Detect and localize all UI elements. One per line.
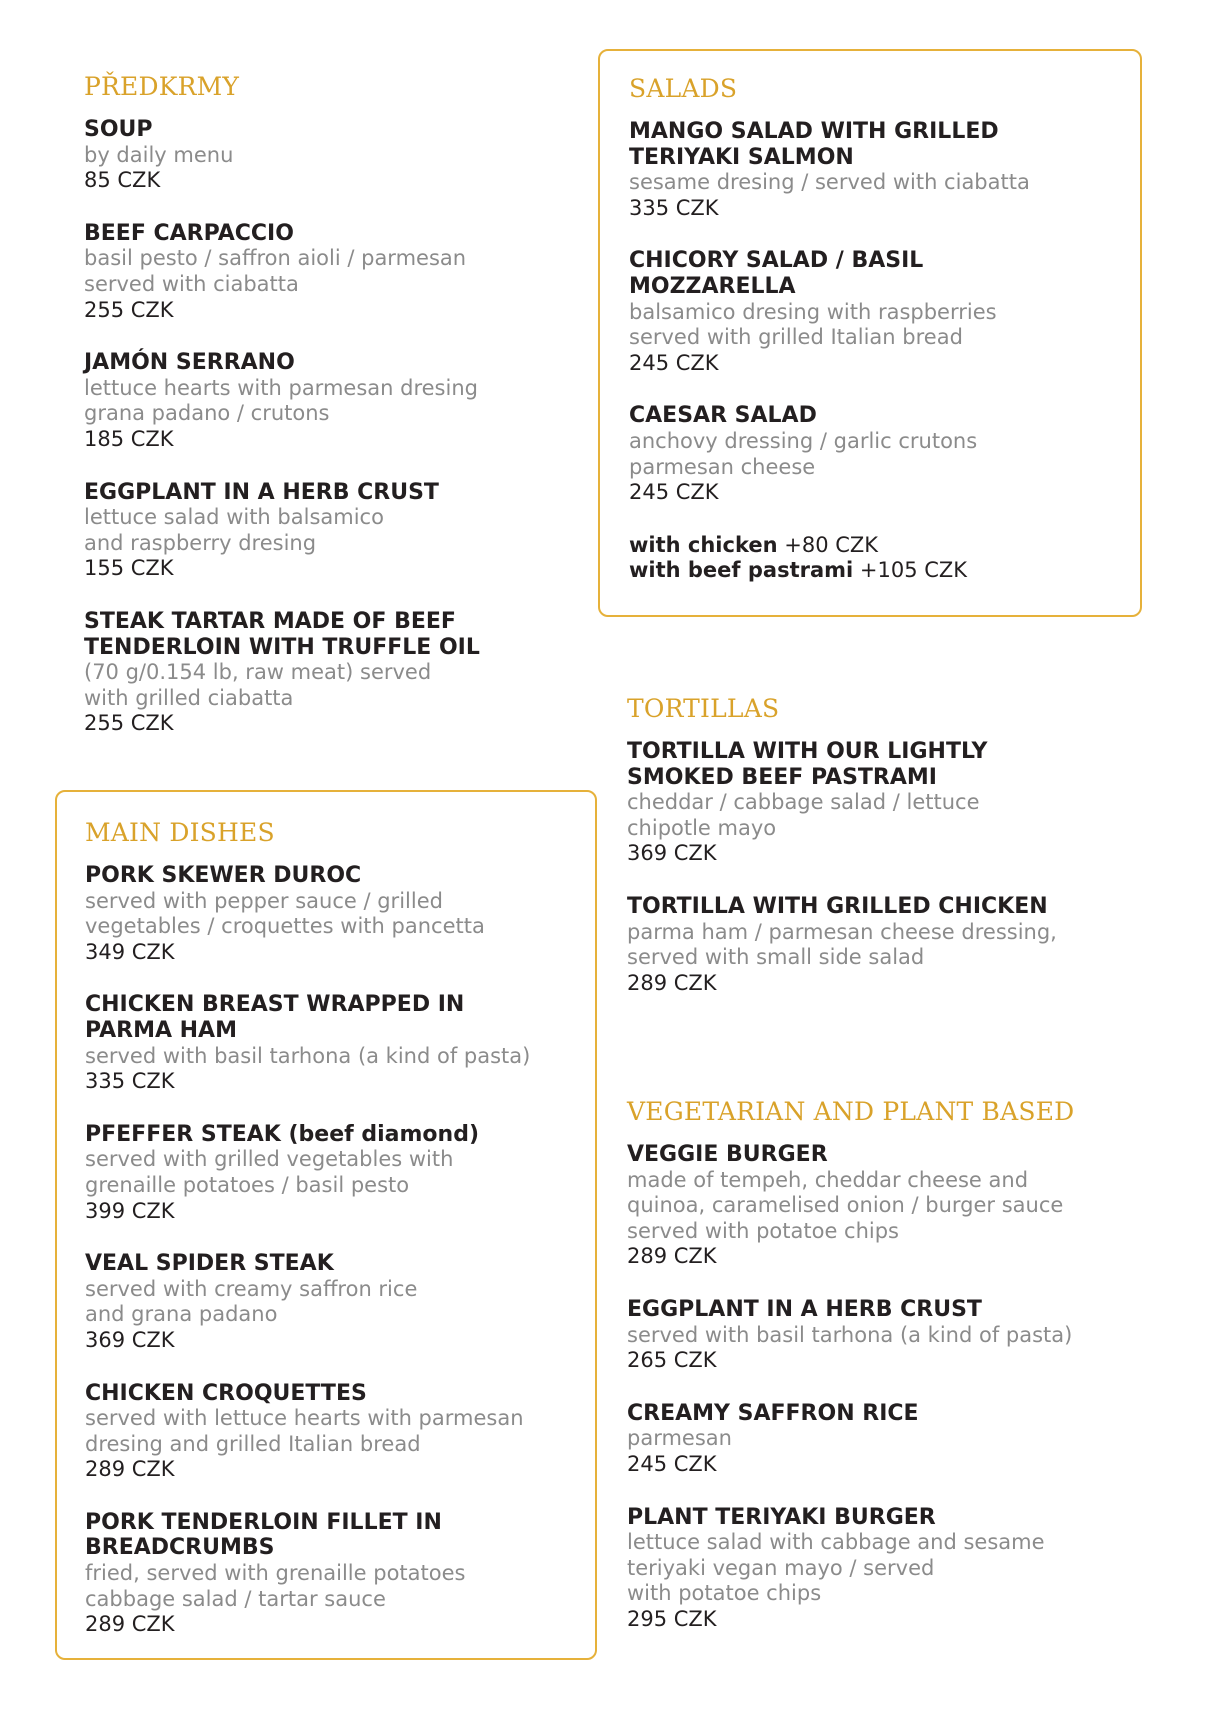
item-description: parmesan bbox=[627, 1426, 732, 1451]
item-description: served with potatoe chips bbox=[627, 1218, 899, 1243]
menu-item bbox=[85, 1251, 595, 1353]
item-description: parma ham / parmesan cheese dressing, bbox=[627, 919, 1057, 944]
item-price: 349 CZK bbox=[85, 939, 175, 964]
section-title: MAIN DISHES bbox=[85, 818, 275, 847]
item-name-suffix: (beef diamond) bbox=[288, 1121, 480, 1147]
menu-item bbox=[85, 1122, 595, 1224]
item-price: 245 CZK bbox=[629, 480, 719, 505]
item-description: quinoa, caramelised onion / burger sauce bbox=[627, 1193, 1064, 1218]
item-description: served with grilled Italian bread bbox=[629, 325, 963, 350]
menu-item bbox=[84, 117, 584, 194]
item-description: anchovy dressing / garlic crutons bbox=[629, 428, 978, 453]
menu-item bbox=[85, 863, 595, 965]
item-description: cabbage salad / tartar sauce bbox=[85, 1586, 386, 1611]
menu-item bbox=[84, 609, 584, 737]
item-description: chipotle mayo bbox=[627, 815, 777, 840]
item-description: served with basil tarhona (a kind of pasta) bbox=[85, 1043, 531, 1068]
menu-item bbox=[627, 1401, 1147, 1478]
item-price: 289 CZK bbox=[627, 970, 717, 995]
menu-item bbox=[84, 350, 584, 452]
item-name: VEGGIE BURGER bbox=[627, 1142, 828, 1167]
item-name: JAMÓN SERRANO bbox=[84, 350, 295, 376]
item-description: grenaille potatoes / basil pesto bbox=[85, 1172, 410, 1197]
item-name: CAESAR SALAD bbox=[629, 403, 817, 429]
extra-label: with chicken bbox=[629, 532, 778, 557]
item-name: EGGPLANT IN A HERB CRUST bbox=[627, 1296, 982, 1322]
item-name: CHICKEN CROQUETTES bbox=[85, 1380, 367, 1406]
item-description: dresing and grilled Italian bread bbox=[85, 1431, 421, 1456]
item-name: SOUP bbox=[84, 117, 153, 142]
item-name: CREAMY SAFFRON RICE bbox=[627, 1400, 919, 1426]
item-price: 369 CZK bbox=[627, 841, 717, 866]
menu-item bbox=[629, 119, 1140, 221]
menu-item bbox=[627, 739, 1147, 867]
item-name bbox=[85, 1122, 595, 1148]
item-description: served with basil tarhona (a kind of pasta) bbox=[627, 1322, 1073, 1347]
item-name: MANGO SALAD WITH GRILLED TERIYAKI SALMON bbox=[629, 119, 999, 170]
item-name: PORK TENDERLOIN FILLET IN BREADCRUMBS bbox=[85, 1509, 442, 1561]
item-description: by daily menu bbox=[84, 142, 234, 167]
item-price: 265 CZK bbox=[627, 1348, 717, 1373]
item-price: 245 CZK bbox=[629, 350, 719, 375]
item-price: 155 CZK bbox=[84, 556, 174, 581]
item-description: lettuce salad with balsamico bbox=[84, 505, 384, 530]
item-description: served with grilled vegetables with bbox=[85, 1147, 454, 1172]
item-price: 335 CZK bbox=[85, 1069, 175, 1094]
section-main-dishes bbox=[55, 790, 597, 1660]
item-name: TORTILLA WITH GRILLED CHICKEN bbox=[627, 893, 1048, 919]
item-price: 399 CZK bbox=[85, 1198, 175, 1223]
item-price: 245 CZK bbox=[627, 1451, 717, 1476]
item-description: (70 g/0.154 lb, raw meat) served bbox=[84, 660, 432, 685]
section-title: SALADS bbox=[629, 74, 738, 103]
menu-item bbox=[629, 248, 1140, 376]
item-description: served with ciabatta bbox=[84, 271, 299, 296]
item-price: 255 CZK bbox=[84, 711, 174, 736]
section-vegetarian bbox=[627, 1097, 1147, 1633]
item-price: 295 CZK bbox=[627, 1606, 717, 1631]
menu-item bbox=[84, 480, 584, 582]
section-tortillas bbox=[627, 694, 1147, 996]
item-description: parmesan cheese bbox=[629, 454, 816, 479]
item-name: STEAK TARTAR MADE OF BEEF TENDERLOIN WITH TRUFFLE OIL bbox=[84, 608, 480, 660]
menu-item bbox=[85, 1381, 595, 1483]
item-name: PORK SKEWER DUROC bbox=[85, 863, 362, 888]
item-description: fried, served with grenaille potatoes bbox=[85, 1561, 466, 1586]
item-description: with grilled ciabatta bbox=[84, 685, 294, 710]
item-name-main: PFEFFER STEAK bbox=[85, 1121, 281, 1147]
extra-label: with beef pastrami bbox=[629, 558, 854, 583]
menu-item bbox=[629, 403, 1140, 505]
menu-item bbox=[627, 1505, 1147, 1633]
menu-item bbox=[627, 1297, 1147, 1374]
item-price: 289 CZK bbox=[85, 1457, 175, 1482]
item-description: teriyaki vegan mayo / served bbox=[627, 1555, 935, 1580]
menu-item bbox=[627, 894, 1147, 996]
item-description: lettuce salad with cabbage and sesame bbox=[627, 1530, 1045, 1555]
item-price: 85 CZK bbox=[84, 168, 161, 193]
item-name: VEAL SPIDER STEAK bbox=[85, 1251, 334, 1277]
extra-option bbox=[629, 533, 1140, 559]
item-price: 289 CZK bbox=[627, 1244, 717, 1269]
item-name: BEEF CARPACCIO bbox=[84, 220, 294, 246]
menu-item bbox=[85, 992, 595, 1094]
item-price: 369 CZK bbox=[85, 1327, 175, 1352]
item-description: balsamico dresing with raspberries bbox=[629, 299, 997, 324]
item-name: PLANT TERIYAKI BURGER bbox=[627, 1504, 936, 1530]
item-description: served with small side salad bbox=[627, 945, 925, 970]
item-name: CHICKEN BREAST WRAPPED IN PARMA HAM bbox=[85, 992, 465, 1043]
item-price: 289 CZK bbox=[85, 1612, 175, 1637]
section-predkrmy bbox=[84, 72, 584, 737]
section-title: VEGETARIAN AND PLANT BASED bbox=[627, 1097, 1075, 1126]
section-salads bbox=[598, 49, 1142, 617]
item-description: cheddar / cabbage salad / lettuce bbox=[627, 790, 980, 815]
item-description: made of tempeh, cheddar cheese and bbox=[627, 1167, 1029, 1192]
item-name: TORTILLA WITH OUR LIGHTLY SMOKED BEEF PASTRAMI bbox=[627, 739, 988, 790]
menu-item bbox=[627, 1142, 1147, 1270]
extra-option bbox=[629, 558, 1140, 584]
item-price: 335 CZK bbox=[629, 195, 719, 220]
item-description: lettuce hearts with parmesan dresing bbox=[84, 375, 478, 400]
item-description: vegetables / croquettes with pancetta bbox=[85, 914, 485, 939]
item-description: served with lettuce hearts with parmesan bbox=[85, 1406, 524, 1431]
item-name: EGGPLANT IN A HERB CRUST bbox=[84, 479, 439, 505]
item-description: grana padano / crutons bbox=[84, 401, 330, 426]
section-title: TORTILLAS bbox=[627, 694, 780, 723]
section-title: PŘEDKRMY bbox=[84, 72, 240, 101]
salad-extras bbox=[629, 533, 1140, 584]
item-description: and raspberry dresing bbox=[84, 530, 317, 555]
item-description: served with creamy saffron rice bbox=[85, 1276, 418, 1301]
menu-item bbox=[85, 1510, 595, 1638]
item-description: basil pesto / saffron aioli / parmesan bbox=[84, 246, 467, 271]
item-price: 185 CZK bbox=[84, 426, 174, 451]
extra-price: +105 CZK bbox=[859, 558, 968, 583]
item-price: 255 CZK bbox=[84, 297, 174, 322]
item-description: sesame dresing / served with ciabatta bbox=[629, 170, 1030, 195]
item-name: CHICORY SALAD / BASIL MOZZARELLA bbox=[629, 248, 924, 299]
item-description: with potatoe chips bbox=[627, 1581, 822, 1606]
menu-item bbox=[84, 221, 584, 323]
item-description: and grana padano bbox=[85, 1302, 278, 1327]
extra-price: +80 CZK bbox=[784, 532, 879, 557]
item-description: served with pepper sauce / grilled bbox=[85, 888, 443, 913]
